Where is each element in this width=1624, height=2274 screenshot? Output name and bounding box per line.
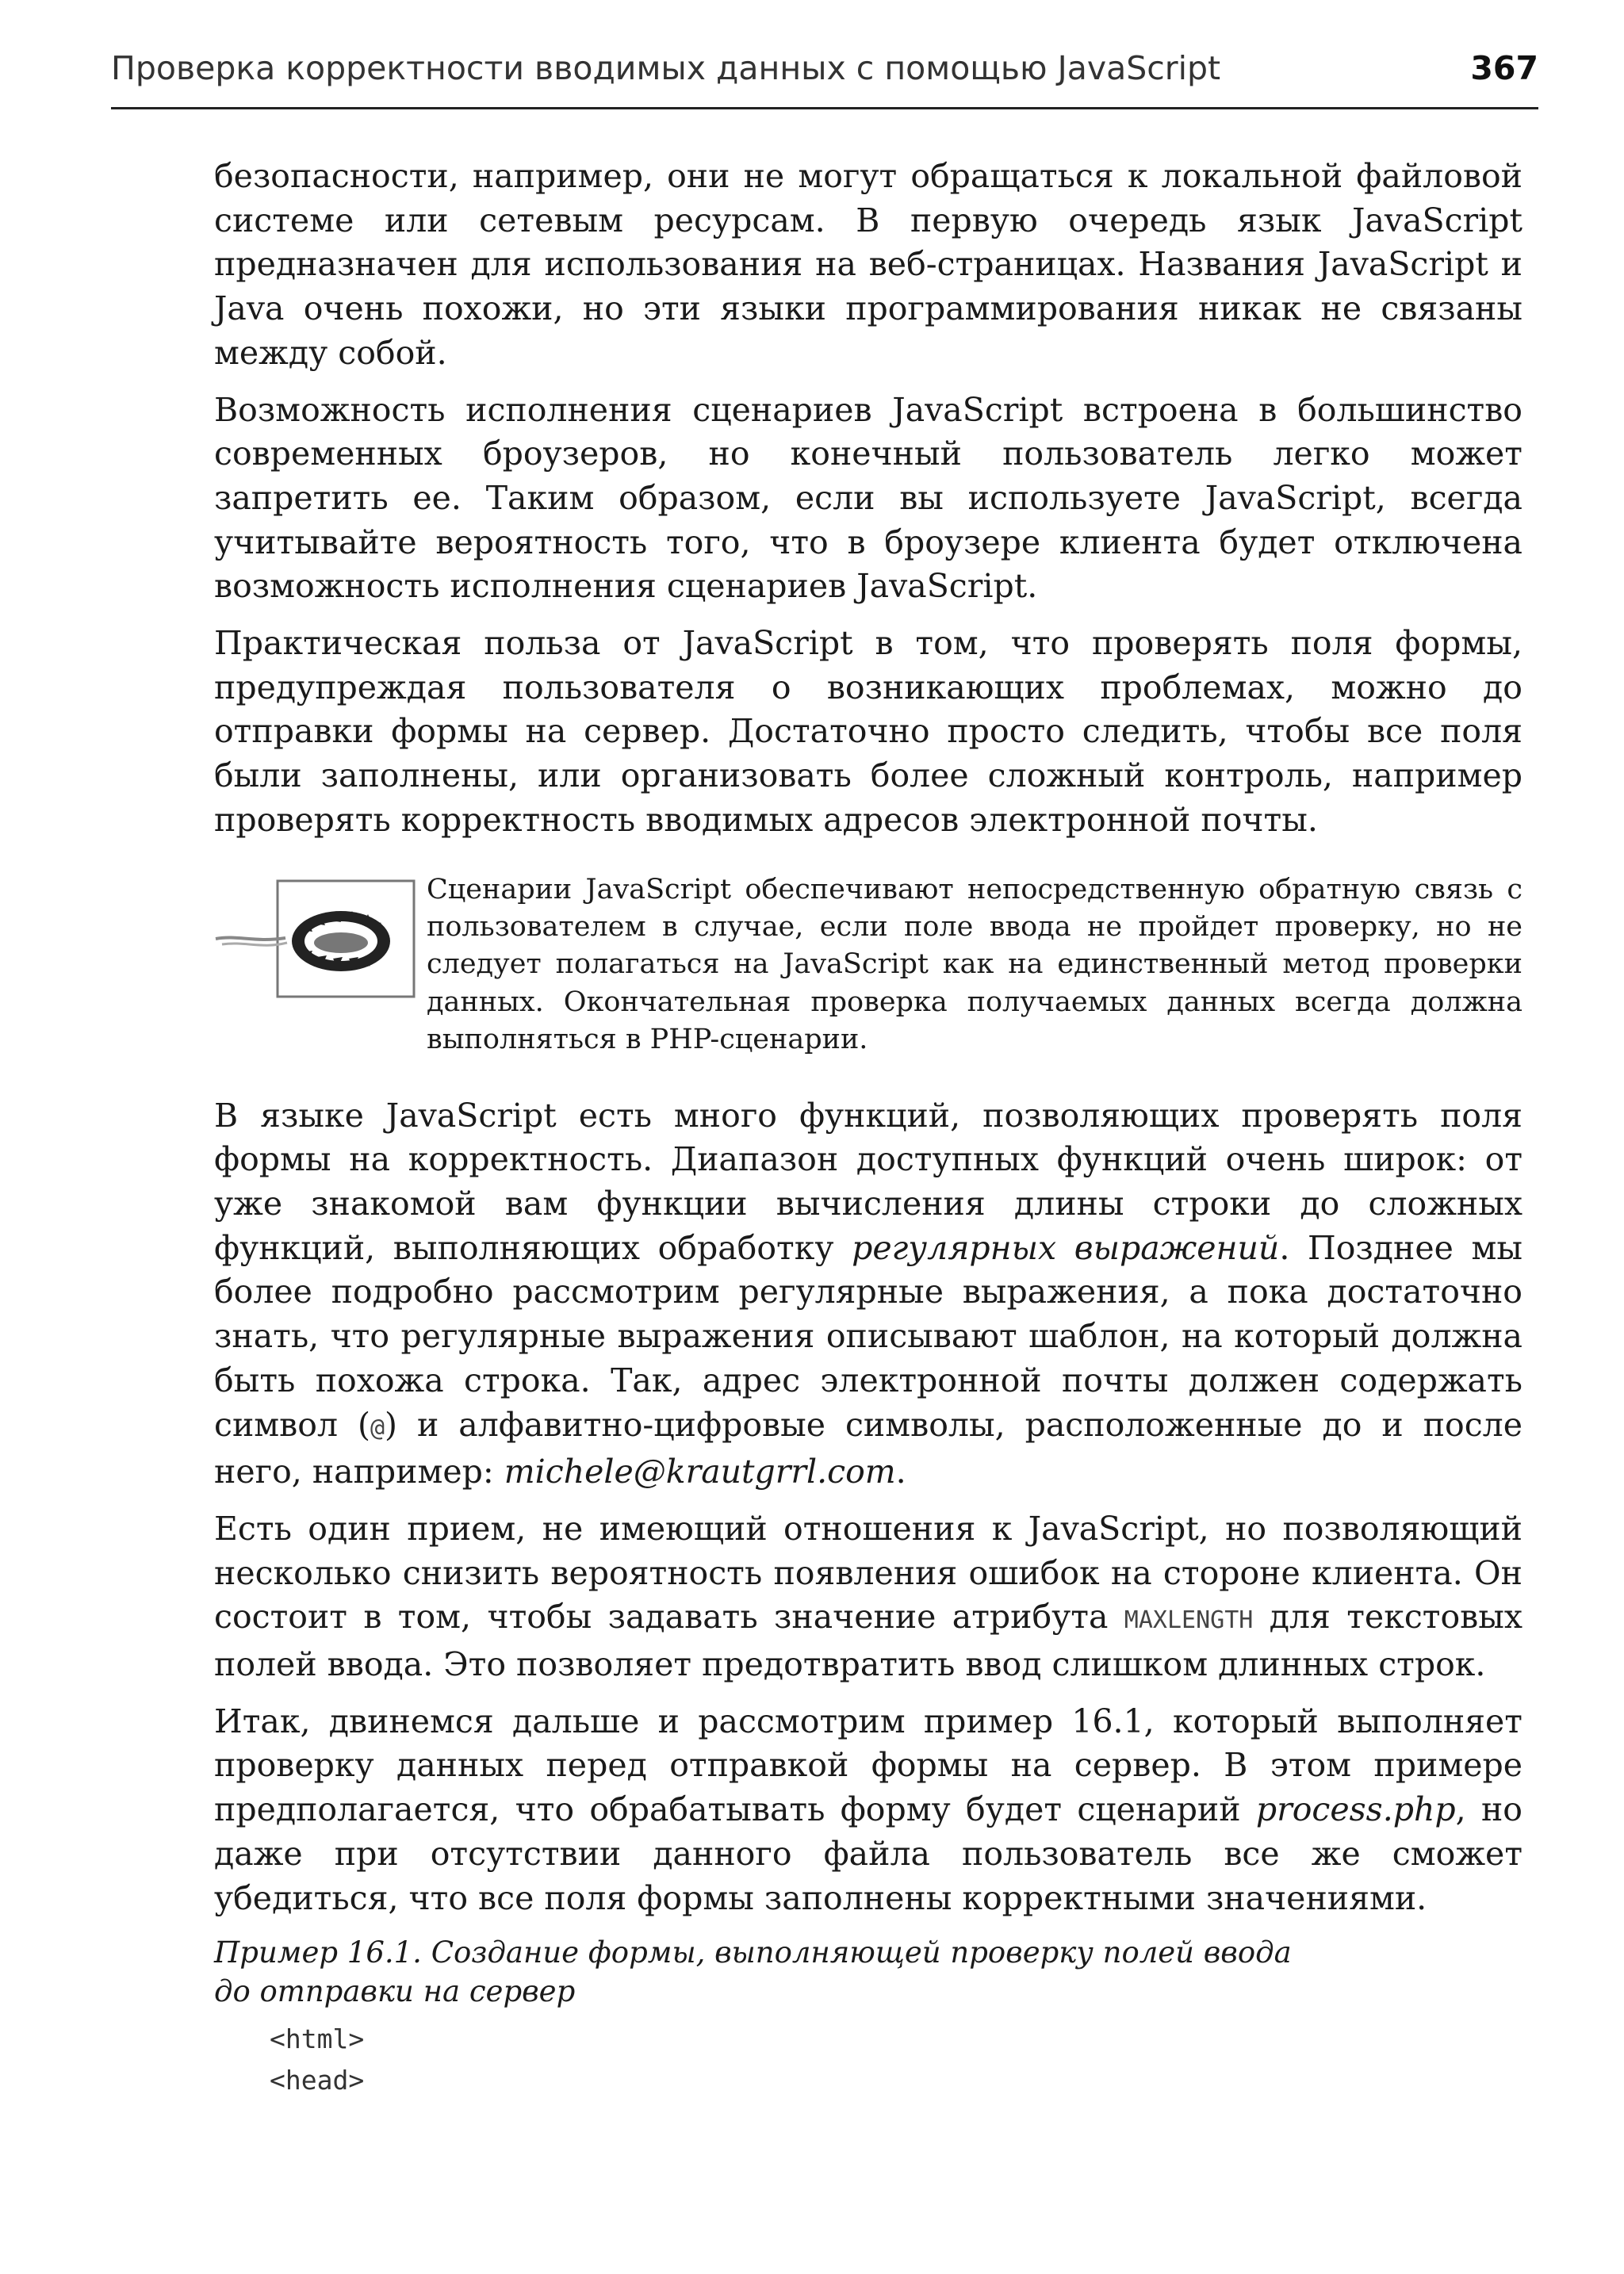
warning-note	[214, 871, 1522, 1059]
p4-text-1: В языке JavaScript есть много функций, позволяющих проверять поля формы на корректность. Диапазон доступных функций очень широк: от уже знакомой вам функции вычисления длины строки до сложных функций, выполняющих обработку	[214, 1096, 1522, 1267]
paragraph-2: Возможность исполнения сценариев JavaScript встроена в большинство современных броузеров, но конечный пользователь легко может запретить ее. Таким образом, если вы используете JavaScript, всегда учитывайте вероятность того, что в броузере клиента будет отключена возможность исполнения сценариев JavaScript.	[214, 390, 1522, 606]
code-listing	[270, 2019, 1522, 2101]
p6-emphasis-filename: process.php	[1255, 1790, 1456, 1829]
paragraph-1: безопасности, например, они не могут обращаться к локальной файловой системе или сетевым ресурсам. В первую очередь язык JavaScript предназначен для использования на веб-страницах. Названия JavaScript и Java очень похожи, но эти языки программирования никак не связаны между собой.	[214, 157, 1522, 372]
p5-text-2: для текстовых полей ввода. Это позволяет предотвратить ввод слишком длинных строк.	[214, 1598, 1522, 1684]
p5-text-1: Есть один прием, не имеющий отношения к JavaScript, но позволяющий несколько снизить вероятность появления ошибок на стороне клиента. Он состоит в том, чтобы задавать значение атрибута	[214, 1509, 1522, 1637]
p4-text-3: ) и алфавитно-цифровые символы, расположенные до и после него, например:	[214, 1405, 1522, 1491]
bear-trap-icon	[214, 879, 420, 998]
paragraph-6	[214, 1700, 1522, 1921]
paragraph-4	[214, 1094, 1522, 1495]
paragraph-5	[214, 1507, 1522, 1687]
p6-text-2: , но даже при отсутствии данного файла пользователь все же сможет убедиться, что все поля формы заполнены корректными значениями.	[214, 1790, 1522, 1917]
p5-code-maxlength: MAXLENGTH	[1124, 1606, 1254, 1635]
example-caption	[214, 1933, 1522, 2011]
note-text: Сценарии JavaScript обеспечивают непосредственную обратную связь с пользователем в случае, если поле ввода не пройдет проверку, но не следует полагаться на JavaScript как на единственный метод проверки данных. Окончательная проверка получаемых данных всегда должна выполняться в PHP-сценарии.	[427, 873, 1522, 1056]
caption-line-1: Пример 16.1. Создание формы, выполняющей проверку полей ввода	[214, 1935, 1292, 1970]
p4-emphasis-email: michele@krautgrrl.com	[504, 1453, 896, 1491]
p4-text-4: .	[895, 1453, 906, 1491]
page-body	[214, 155, 1522, 2101]
code-line: <html>	[270, 2023, 365, 2055]
page-number: 367	[1470, 49, 1538, 87]
p4-text-2: . Позднее мы более подробно рассмотрим регулярные выражения, а пока достаточно знать, что регулярные выражения описывают шаблон, на который должна быть похожа строка. Так, адрес электронной почты должен содержать символ (	[214, 1228, 1522, 1444]
caption-line-2: до отправки на сервер	[214, 1974, 576, 2009]
p4-at-symbol: @	[370, 1414, 385, 1442]
p6-text-1: Итак, двинемся дальше и рассмотрим пример 16.1, который выполняет проверку данных перед отправкой формы на сервер. В этом примере предполагается, что обрабатывать форму будет сценарий	[214, 1702, 1522, 1829]
paragraph-3: Практическая польза от JavaScript в том, что проверять поля формы, предупреждая пользователя о возникающих проблемах, можно до отправки формы на сервер. Достаточно просто следить, чтобы все поля были заполнены, или организовать более сложный контроль, например проверять корректность вводимых адресов электронной почты.	[214, 624, 1522, 839]
p4-emphasis-regex: регулярных выражений	[852, 1228, 1280, 1267]
code-line: <head>	[270, 2065, 365, 2096]
running-header	[111, 46, 1538, 109]
chapter-title: Проверка корректности вводимых данных с помощью JavaScript	[111, 49, 1221, 87]
